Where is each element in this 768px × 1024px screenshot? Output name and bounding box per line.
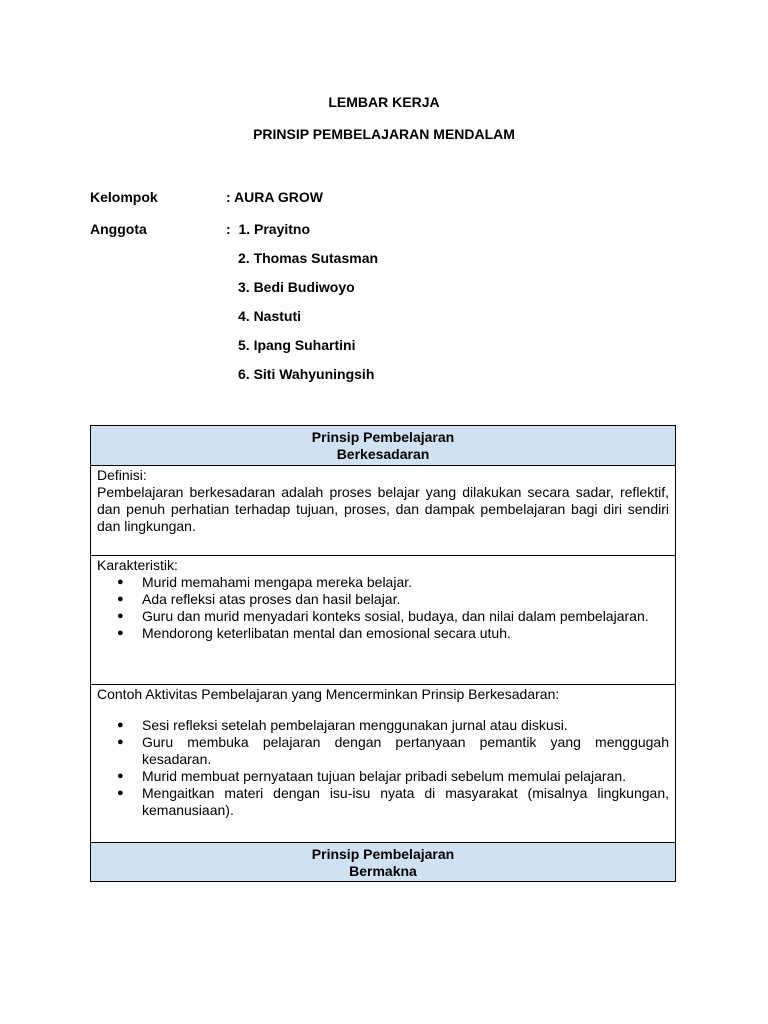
member-3: 3. Bedi Budiwoyo — [238, 279, 355, 295]
list-item: ● Guru dan murid menyadari konteks sosial, budaya, dan nilai dalam pembelajaran. — [97, 608, 669, 625]
examples-list — [97, 717, 669, 819]
list-item: ● Mendorong keterlibatan mental dan emosional secara utuh. — [97, 625, 669, 642]
list-item: ● Murid memahami mengapa mereka belajar. — [97, 574, 669, 591]
member-1: : 1. Prayitno — [226, 221, 311, 237]
definition-cell — [91, 466, 675, 556]
section-header-line1: Prinsip Pembelajaran — [311, 429, 455, 445]
list-item: ● Mengaitkan materi dengan isu-isu nyata di masyarakat (misalnya lingkungan, kemanusiaan). — [97, 785, 669, 819]
member-2: 2. Thomas Sutasman — [238, 250, 379, 266]
group-value: : AURA GROW — [226, 189, 323, 205]
section-header-berkesadaran — [91, 426, 675, 466]
definition-text: Pembelajaran berkesadaran adalah proses belajar yang dilakukan secara sadar, reflektif, dan penuh perhatian terhadap tujuan, proses, dan dampak pembelajaran bagi diri sendiri dan lingkungan. — [97, 484, 669, 534]
list-item: ● Guru membuka pelajaran dengan pertanyaan pemantik yang menggugah kesadaran. — [97, 734, 669, 768]
section-header-line2: Berkesadaran — [336, 446, 430, 462]
section-header-line2: Bermakna — [349, 863, 417, 879]
group-label: Kelompok — [90, 189, 158, 205]
list-item: ● Ada refleksi atas proses dan hasil belajar. — [97, 591, 669, 608]
list-item: ● Sesi refleksi setelah pembelajaran menggunakan jurnal atau diskusi. — [97, 717, 669, 734]
section-header-line1: Prinsip Pembelajaran — [311, 846, 455, 862]
principle-table — [90, 425, 676, 882]
member-4: 4. Nastuti — [238, 308, 302, 324]
characteristics-label: Karakteristik: — [97, 557, 178, 573]
document-subtitle: PRINSIP PEMBELAJARAN MENDALAM — [253, 126, 515, 142]
definition-label: Definisi: — [97, 467, 147, 483]
members-label: Anggota — [90, 221, 147, 237]
characteristics-list — [97, 574, 669, 642]
characteristics-cell — [91, 556, 675, 685]
document-title: LEMBAR KERJA — [328, 94, 440, 110]
member-5: 5. Ipang Suhartini — [238, 337, 356, 353]
member-6: 6. Siti Wahyuningsih — [238, 366, 375, 382]
section-header-bermakna — [91, 843, 675, 882]
list-item: ● Murid membuat pernyataan tujuan belajar pribadi sebelum memulai pelajaran. — [97, 768, 669, 785]
examples-label: Contoh Aktivitas Pembelajaran yang Mencerminkan Prinsip Berkesadaran: — [97, 686, 560, 702]
examples-cell — [91, 685, 675, 843]
